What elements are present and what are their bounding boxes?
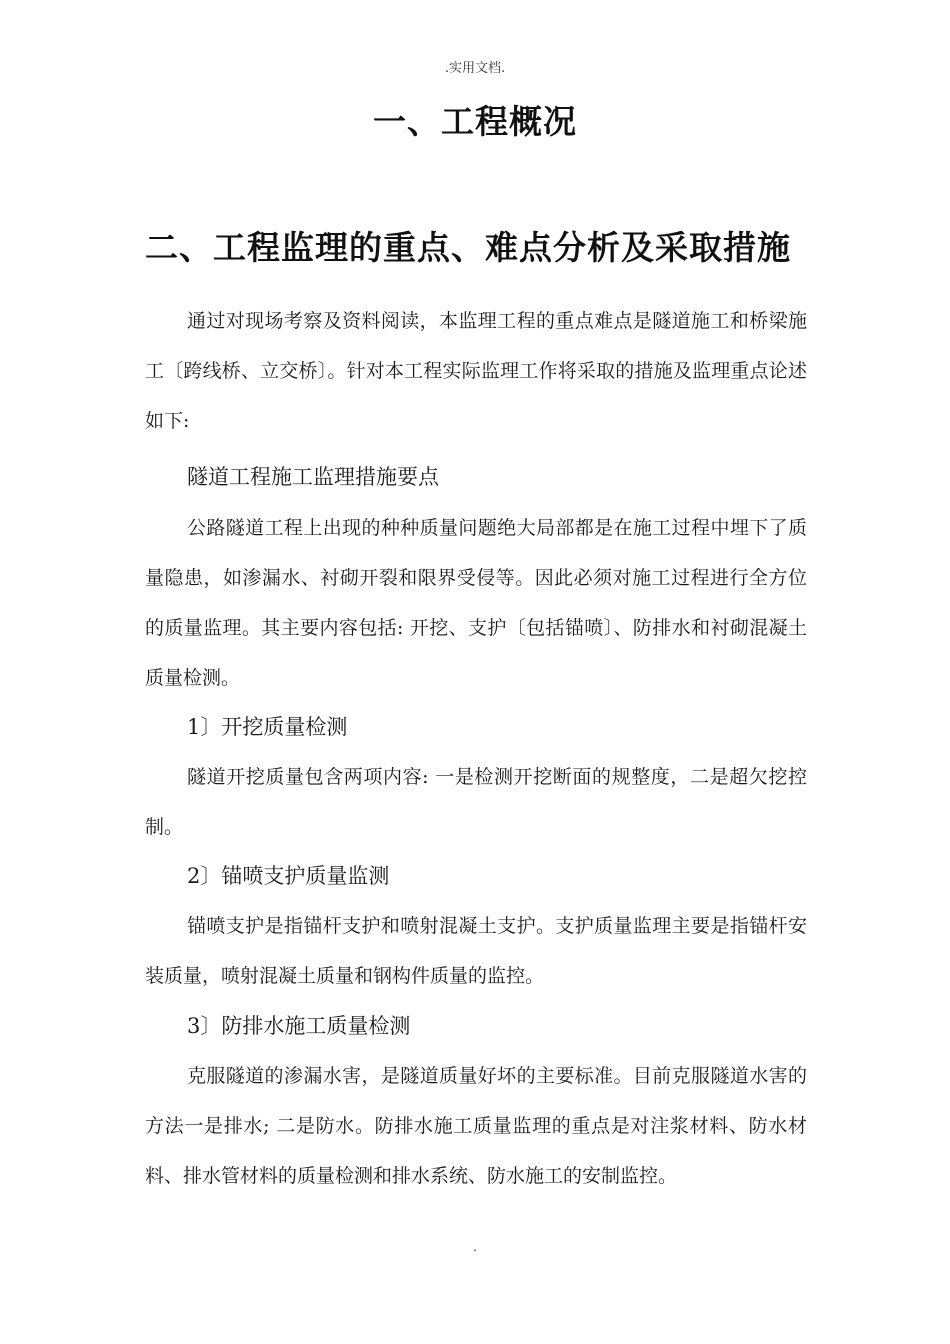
page-footer-mark: . (473, 1240, 477, 1254)
heading-key-difficulties: 二、工程监理的重点、难点分析及采取措施 (145, 228, 791, 267)
heading-project-overview: 一、工程概况 (373, 102, 577, 141)
subheading-excavation-quality: 1〕开挖质量检测 (187, 715, 348, 739)
shotcrete-paragraph: 锚喷支护是指锚杆支护和喷射混凝土支护。支护质量监理主要是指锚杆安装质量，喷射混凝土质量和钢构件质量的监控。 (145, 915, 807, 987)
intro-paragraph: 通过对现场考察及资料阅读，本监理工程的重点难点是隧道施工和桥梁施工〔跨线桥、立交桥〕。针对本工程实际监理工作将采取的措施及监理重点论述如下: (145, 310, 807, 432)
tunnel-intro-paragraph: 公路隧道工程上出现的种种质量问题绝大局部都是在施工过程中埋下了质量隐患，如渗漏水、衬砌开裂和限界受侵等。因此必须对施工过程进行全方位的质量监理。其主要内容包括: 开挖、支护〔包括锚喷〕、防排水和衬砌混凝土质量检测。 (145, 517, 807, 689)
excavation-paragraph: 隧道开挖质量包含两项内容: 一是检测开挖断面的规整度，二是超欠挖控制。 (145, 766, 807, 838)
waterproofing-paragraph: 克服隧道的渗漏水害，是隧道质量好坏的主要标准。目前克服隧道水害的方法一是排水; 二是防水。防排水施工质量监理的重点是对注浆材料、防水材料、排水管材料的质量检测和排水系统、防水施工的安制监控。 (145, 1065, 807, 1187)
subheading-shotcrete-support: 2〕锚喷支护质量监测 (187, 864, 390, 888)
subheading-waterproofing: 3〕防排水施工质量检测 (187, 1014, 411, 1038)
subheading-tunnel-measures: 隧道工程施工监理措施要点 (187, 465, 439, 489)
page-header-mark: .实用文档. (444, 61, 506, 76)
